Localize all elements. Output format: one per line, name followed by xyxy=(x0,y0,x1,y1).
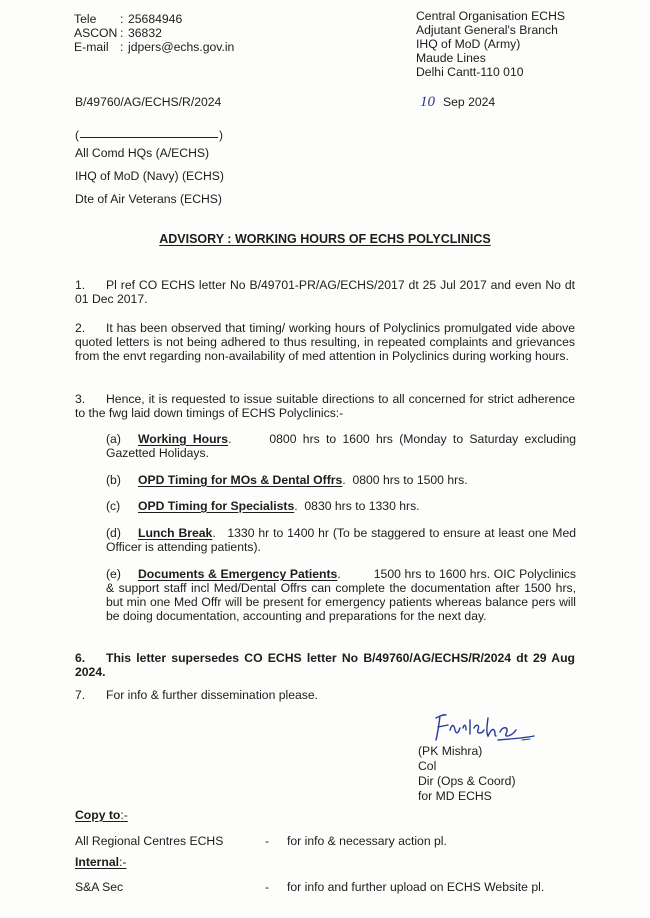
copy-to-purpose: for info & necessary action pl. xyxy=(287,834,447,848)
sub-item-number: (c) xyxy=(106,499,121,513)
addressee-item: All Comd HQs (A/ECHS) xyxy=(75,145,210,160)
sub-item-number: (d) xyxy=(106,526,121,540)
para-text: For info & further dissemination please. xyxy=(106,688,319,702)
org-line: IHQ of MoD (Army) xyxy=(416,37,521,51)
letter-title xyxy=(0,232,650,246)
sub-item-heading: OPD Timing for Specialists xyxy=(138,499,295,513)
sub-item-heading: Working Hours xyxy=(138,432,229,446)
para-number: 6. xyxy=(75,651,86,665)
org-line: Delhi Cantt-110 010 xyxy=(416,65,524,79)
internal-row xyxy=(75,880,595,894)
tele-label: Tele xyxy=(74,12,97,26)
letter-date xyxy=(420,95,495,109)
signatory-rank: Col xyxy=(418,759,437,773)
org-line: Adjutant General's Branch xyxy=(416,23,558,37)
ascon-label: ASCON xyxy=(74,26,118,40)
paragraph-7 xyxy=(75,688,575,702)
para-text: This letter supersedes CO ECHS letter No B/49760/AG/ECHS/R/2024 dt 29 Aug 2024. xyxy=(75,651,575,679)
ascon-row: ASCON : 36832 xyxy=(74,26,162,40)
paragraph-6 xyxy=(75,651,575,679)
internal-recipient: S&A Sec xyxy=(75,880,124,894)
sub-item-d: (d) Lunch Break. 1330 hr to 1400 hr (To be staggered to ensure at least one Med Officer is attending patients). xyxy=(106,526,577,554)
internal-purpose: for info and further upload on ECHS Website pl. xyxy=(287,880,545,894)
para-text: Pl ref CO ECHS letter No B/49701-PR/AG/ECHS/2017 dt 25 Jul 2017 and even No dt 01 Dec 2017. xyxy=(75,278,575,306)
sub-item-text: 1330 hr to 1400 hr (To be staggered to ensure at least one Med Officer is attending patients). xyxy=(106,526,577,554)
org-line: Maude Lines xyxy=(416,51,486,65)
email-label: E-mail xyxy=(74,40,109,54)
email-row: E-mail : jdpers@echs.gov.in xyxy=(74,40,235,54)
sub-item-text: 0830 hrs to 1330 hrs. xyxy=(304,499,420,513)
email-value: jdpers@echs.gov.in xyxy=(128,40,235,54)
tele-value: 25684946 xyxy=(128,12,183,26)
sub-item-number: (e) xyxy=(106,567,121,581)
sub-item-heading: Documents & Emergency Patients xyxy=(138,567,338,581)
sub-item-a: (a) Working Hours. 0800 hrs to 1600 hrs (Monday to Saturday excluding Gazetted Holidays. xyxy=(106,432,577,460)
sub-item-text: 0800 hrs to 1500 hrs. xyxy=(352,473,468,487)
sub-item-number: (a) xyxy=(106,432,121,446)
para-number: 3. xyxy=(75,392,86,406)
handwritten-signature xyxy=(430,710,540,744)
sub-item-e: (e) Documents & Emergency Patients. 1500 hrs to 1600 hrs. OIC Polyclinics & support staff incl Med/Dental Offrs can complete the documentation after 1500 hrs, but min one Med Offr will be present for emergency patients whereas balance pers will be doing documentation, accounting and preparations for the next day. xyxy=(106,567,576,623)
date-month-year: Sep 2024 xyxy=(443,95,496,109)
sub-item-c: (c) OPD Timing for Specialists. 0830 hrs to 1330 hrs. xyxy=(106,499,420,513)
title-text: ADVISORY : WORKING HOURS OF ECHS POLYCLINICS xyxy=(159,232,491,246)
organisation-address xyxy=(416,9,565,79)
signatory-for: for MD ECHS xyxy=(418,789,492,803)
ascon-value: 36832 xyxy=(128,26,162,40)
para-text: It has been observed that timing/ working hours of Polyclinics promulgated vide above quoted letters is not being adhered to thus resulting, in repeated complaints and grievances from the envt regarding non-availability of med attention in Polyclinics during working hours. xyxy=(75,321,575,363)
addressee-item: Dte of Air Veterans (ECHS) xyxy=(75,191,222,206)
tele-row: Tele : 25684946 xyxy=(74,12,183,26)
internal-heading: Internal:- xyxy=(75,855,127,869)
copy-to-dash: - xyxy=(265,834,270,848)
para-number: 7. xyxy=(75,688,86,702)
paragraph-3 xyxy=(75,392,575,420)
addressee-item: IHQ of MoD (Navy) (ECHS) xyxy=(75,168,224,183)
sub-item-text: 1500 hrs to 1600 hrs. OIC Polyclinics & support staff incl Med/Dental Offrs can complete the documentation after 1500 hrs, but min one Med Offr will be present for emergency patients whereas balance pers will be doing documentation, accounting and preparations for the next day. xyxy=(106,567,576,623)
para-number: 2. xyxy=(75,321,86,335)
handwritten-date-day: 10 xyxy=(420,94,435,110)
contact-block xyxy=(74,12,234,54)
copy-to-row xyxy=(75,834,595,848)
sub-item-heading: OPD Timing for MOs & Dental Offrs xyxy=(138,473,343,487)
org-line: Central Organisation ECHS xyxy=(416,9,566,23)
addressee-block xyxy=(75,128,224,210)
internal-dash: - xyxy=(265,880,270,894)
paragraph-1 xyxy=(75,278,575,306)
sub-item-number: (b) xyxy=(106,473,121,487)
sub-item-b: (b) OPD Timing for MOs & Dental Offrs. 0800 hrs to 1500 hrs. xyxy=(106,473,468,487)
signatory-name: (PK Mishra) xyxy=(418,744,483,758)
para-number: 1. xyxy=(75,278,86,292)
addressee-blank-line: ( ) xyxy=(75,128,223,142)
paragraph-2 xyxy=(75,321,575,363)
reference-number: B/49760/AG/ECHS/R/2024 xyxy=(75,95,222,109)
copy-to-heading: Copy to:- xyxy=(75,808,128,822)
signature-block xyxy=(418,744,516,804)
signatory-appointment: Dir (Ops & Coord) xyxy=(418,774,516,788)
sub-item-text: 0800 hrs to 1600 hrs (Monday to Saturday excluding Gazetted Holidays. xyxy=(106,432,577,460)
copy-to-recipient: All Regional Centres ECHS xyxy=(75,834,224,848)
para-text: Hence, it is requested to issue suitable directions to all concerned for strict adherence to the fwg laid down timings of ECHS Polyclinics:- xyxy=(75,392,575,420)
sub-item-heading: Lunch Break xyxy=(138,526,213,540)
